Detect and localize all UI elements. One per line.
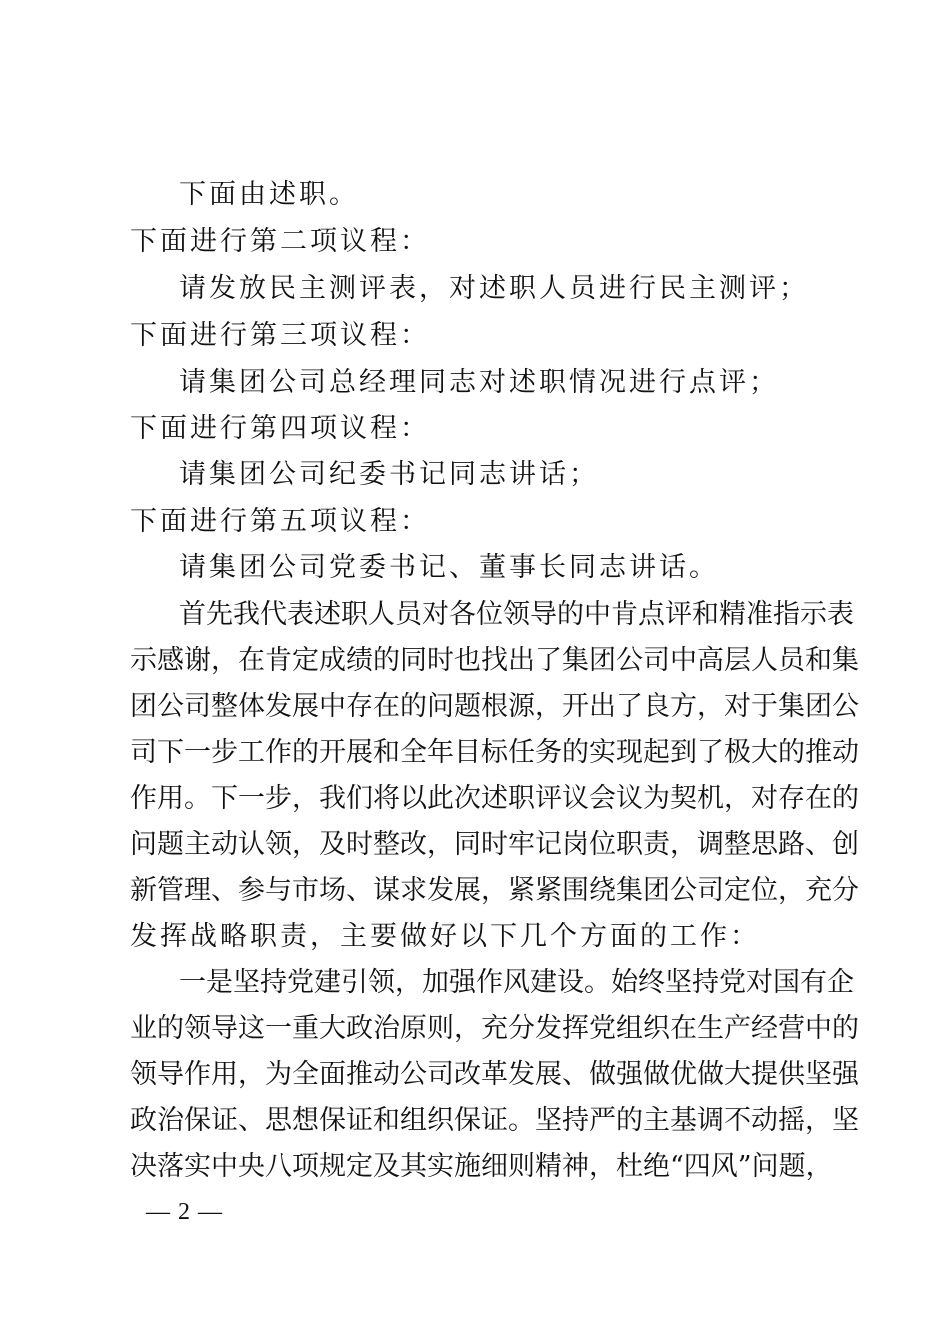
agenda-item-4-text: 请集团公司纪委书记同志讲话；: [179, 459, 599, 490]
body-line: 作用。下一步，我们将以此次述职评议会议为契机，对存在的: [130, 783, 859, 814]
body-line: 一是坚持党建引领，加强作风建设。始终坚持党对国有企: [179, 967, 854, 998]
body-line: 领导作用，为全面推动公司改革发展、做强做优做大提供坚强: [130, 1059, 859, 1090]
agenda-item-2-heading: 下面进行第二项议程：: [130, 226, 430, 257]
body-line: 团公司整体发展中存在的问题根源，开出了良方，对于集团公: [130, 691, 859, 722]
body-line: 政治保证、思想保证和组织保证。坚持严的主基调不动摇，坚: [130, 1105, 859, 1136]
body-line: 问题主动认领，及时整改，同时牢记岗位职责，调整思路、创: [130, 829, 859, 860]
paragraph-intro-line: 下面由述职。: [179, 179, 359, 210]
body-line: 示感谢，在肯定成绩的同时也找出了集团公司中高层人员和集: [130, 645, 859, 676]
body-line: 司下一步工作的开展和全年目标任务的实现起到了极大的推动: [130, 737, 859, 768]
agenda-item-5-text: 请集团公司党委书记、董事长同志讲话。: [179, 552, 719, 583]
agenda-item-3-text: 请集团公司总经理同志对述职情况进行点评；: [179, 367, 779, 398]
page-number: — 2 —: [146, 1199, 223, 1225]
agenda-item-2-text: 请发放民主测评表，对述职人员进行民主测评；: [179, 273, 809, 304]
agenda-item-3-heading: 下面进行第三项议程：: [130, 320, 430, 351]
body-line: 首先我代表述职人员对各位领导的中肯点评和精准指示表: [179, 599, 854, 630]
agenda-item-4-heading: 下面进行第四项议程：: [130, 413, 430, 444]
body-line: 新管理、参与市场、谋求发展，紧紧围绕集团公司定位，充分: [130, 875, 859, 906]
agenda-item-5-heading: 下面进行第五项议程：: [130, 506, 430, 537]
body-line: 决落实中央八项规定及其实施细则精神，杜绝“四风”问题，: [130, 1151, 833, 1182]
body-line: 业的领导这一重大政治原则，充分发挥党组织在生产经营中的: [130, 1013, 859, 1044]
body-line: 发挥战略职责，主要做好以下几个方面的工作：: [130, 921, 760, 952]
